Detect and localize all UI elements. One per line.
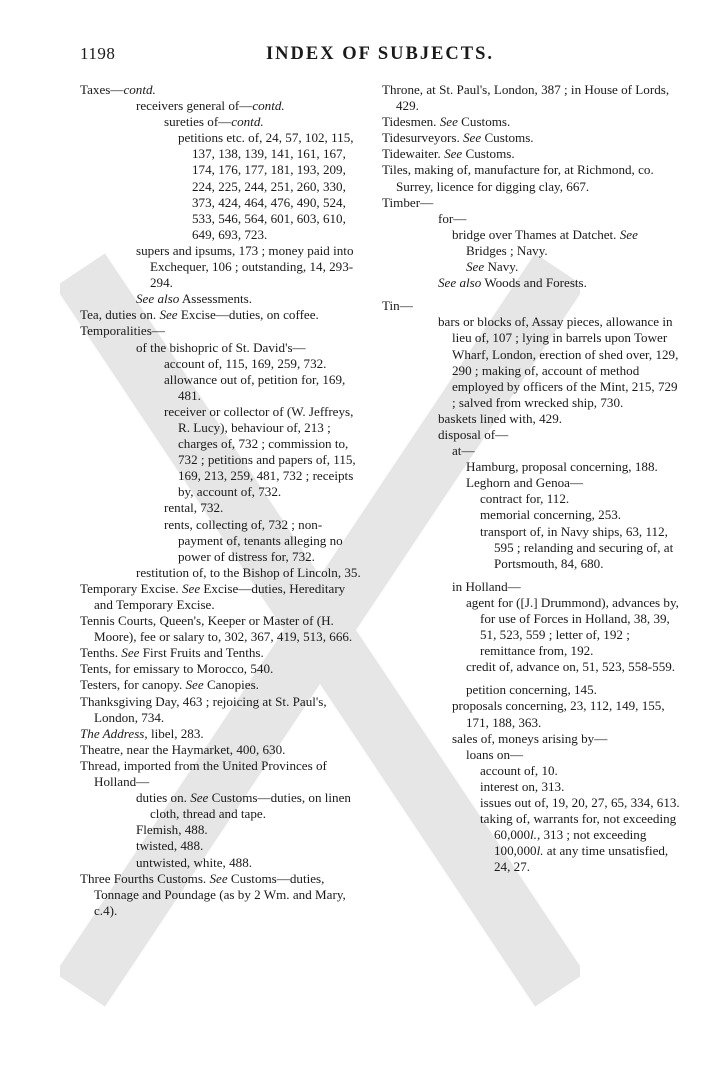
index-entry: for— [438, 210, 467, 226]
index-entry: untwisted, white, 488. [136, 854, 253, 870]
index-entry: account of, 115, 169, 259, 732. [164, 355, 327, 371]
index-entry: transport of, in Navy ships, 63, 112, 595 ; relanding and securing of, at Portsmouth, 84, 680. [480, 523, 674, 571]
index-entry: Theatre, near the Haymarket, 400, 630. [80, 741, 286, 757]
index-entry: See Navy. [466, 259, 519, 275]
index-entry: agent for ([J.] Drummond), advances by, for use of Forces in Holland, 38, 39, 51, 523, 559 ; letter of, 192 ; remittance from, 192. [466, 594, 679, 659]
index-entry: Leghorn and Genoa— [466, 475, 584, 491]
index-entry: Testers, for canopy. See Canopies. [80, 677, 259, 693]
index-entry: Taxes—contd. [80, 82, 156, 97]
index-entry: sureties of—contd. [164, 114, 264, 130]
index-entry: Temporary Excise. See Excise—duties, Hereditary and Temporary Excise. [80, 580, 346, 612]
index-entry: receivers general of—contd. [136, 98, 285, 114]
index-entry: Throne, at St. Paul's, London, 387 ; in House of Lords, 429. [382, 82, 670, 114]
index-entry: twisted, 488. [136, 838, 204, 854]
index-entry: restitution of, to the Bishop of Lincoln, 35. [136, 564, 361, 580]
index-entry: Tennis Courts, Queen's, Keeper or Master of (H. Moore), fee or salary to, 302, 367, 419, 513, 666. [80, 613, 353, 645]
index-entry: Three Fourths Customs. See Customs—duties, Tonnage and Poundage (as by 2 Wm. and Mary, c.4). [80, 870, 346, 918]
index-entry: rents, collecting of, 732 ; non-payment of, tenants alleging no power of distress for, 732. [164, 516, 343, 564]
index-entry: Tidesurveyors. See Customs. [382, 130, 534, 146]
index-entry: receiver or collector of (W. Jeffreys, R. Lucy), behaviour of, 213 ; charges of, 732 ; commission to, 732 ; petitions and papers of, 115, 169, 213, 259, 481, 732 ; receipts by, account of, 732. [164, 403, 356, 500]
index-entry: in Holland— [452, 578, 521, 594]
index-entry: supers and ipsums, 173 ; money paid into Exchequer, 106 ; outstanding, 14, 293-294. [136, 242, 354, 291]
index-entry: petitions etc. of, 24, 57, 102, 115, 137, 138, 139, 141, 161, 167, 174, 176, 177, 181, 193, 209, 224, 225, 244, 251, 260, 330, 373, 424, 464, 476, 490, 524, 533, 546, 564, 601, 603, 610, 649, 693, 723. [178, 130, 354, 242]
index-entry: Tidesmen. See Customs. [382, 114, 511, 130]
index-entry: Tin— [382, 298, 413, 314]
index-entry: Hamburg, proposal concerning, 188. [466, 459, 658, 475]
index-entry: bars or blocks of, Assay pieces, allowance in lieu of, 107 ; lying in barrels upon Tower Wharf, London, erection of shed over, 129, 290 ; making of, account of method employed by officers of the Mint, 215, 729 ; salved from wrecked ship, 730. [438, 314, 679, 410]
index-entry: loans on— [466, 746, 524, 762]
index-column-left [80, 82, 366, 919]
index-entry: duties on. See Customs—duties, on linen cloth, thread and tape. [136, 790, 351, 822]
running-title: INDEX OF SUBJECTS. [265, 44, 495, 64]
index-entry: contract for, 112. [480, 491, 570, 507]
index-entry: at— [452, 443, 475, 459]
index-entry: Flemish, 488. [136, 822, 208, 838]
index-entry: taking of, warrants for, not exceeding 60,000l., 313 ; not exceeding 100,000l. at any time unsatisfied, 24, 27. [480, 811, 677, 875]
index-entry: proposals concerning, 23, 112, 149, 155, 171, 188, 363. [452, 698, 665, 730]
index-entry: Thread, imported from the United Provinces of Holland— [80, 757, 327, 790]
index-entry: bridge over Thames at Datchet. See Bridges ; Navy. [452, 226, 638, 258]
index-entry: rental, 732. [164, 500, 224, 516]
page-header [80, 44, 680, 68]
index-entry: Tea, duties on. See Excise—duties, on coffee. [80, 307, 319, 323]
index-entry: baskets lined with, 429. [438, 410, 563, 426]
index-entry: The Address, libel, 283. [80, 725, 204, 741]
index-entry: See also Woods and Forests. [438, 275, 587, 291]
index-entry: issues out of, 19, 20, 27, 65, 334, 613. [480, 795, 680, 811]
index-entry: credit of, advance on, 51, 523, 558-559. [466, 659, 676, 675]
index-entry: sales of, moneys arising by— [452, 730, 608, 746]
index-entry: disposal of— [438, 426, 509, 442]
index-entry: of the bishopric of St. David's— [136, 339, 306, 355]
index-entry: Tenths. See First Fruits and Tenths. [80, 645, 264, 661]
index-entry: Tents, for emissary to Morocco, 540. [80, 661, 274, 677]
index-entry: memorial concerning, 253. [480, 507, 622, 523]
page-number: 1198 [80, 44, 116, 63]
index-entry: Tiles, making of, manufacture for, at Richmond, co. Surrey, licence for digging clay, 667. [382, 162, 654, 194]
index-entry: Temporalities— [80, 323, 165, 339]
index-column-right [382, 82, 680, 876]
index-entry: allowance out of, petition for, 169, 481. [164, 371, 346, 403]
index-entry: Tidewaiter. See Customs. [382, 146, 515, 162]
index-entry: account of, 10. [480, 762, 558, 778]
index-entry: See also Assessments. [136, 291, 253, 307]
index-entry: petition concerning, 145. [466, 682, 597, 698]
index-entry: interest on, 313. [480, 778, 565, 794]
index-entry: Thanksgiving Day, 463 ; rejoicing at St. Paul's, London, 734. [80, 693, 327, 725]
index-entry: Timber— [382, 194, 434, 210]
